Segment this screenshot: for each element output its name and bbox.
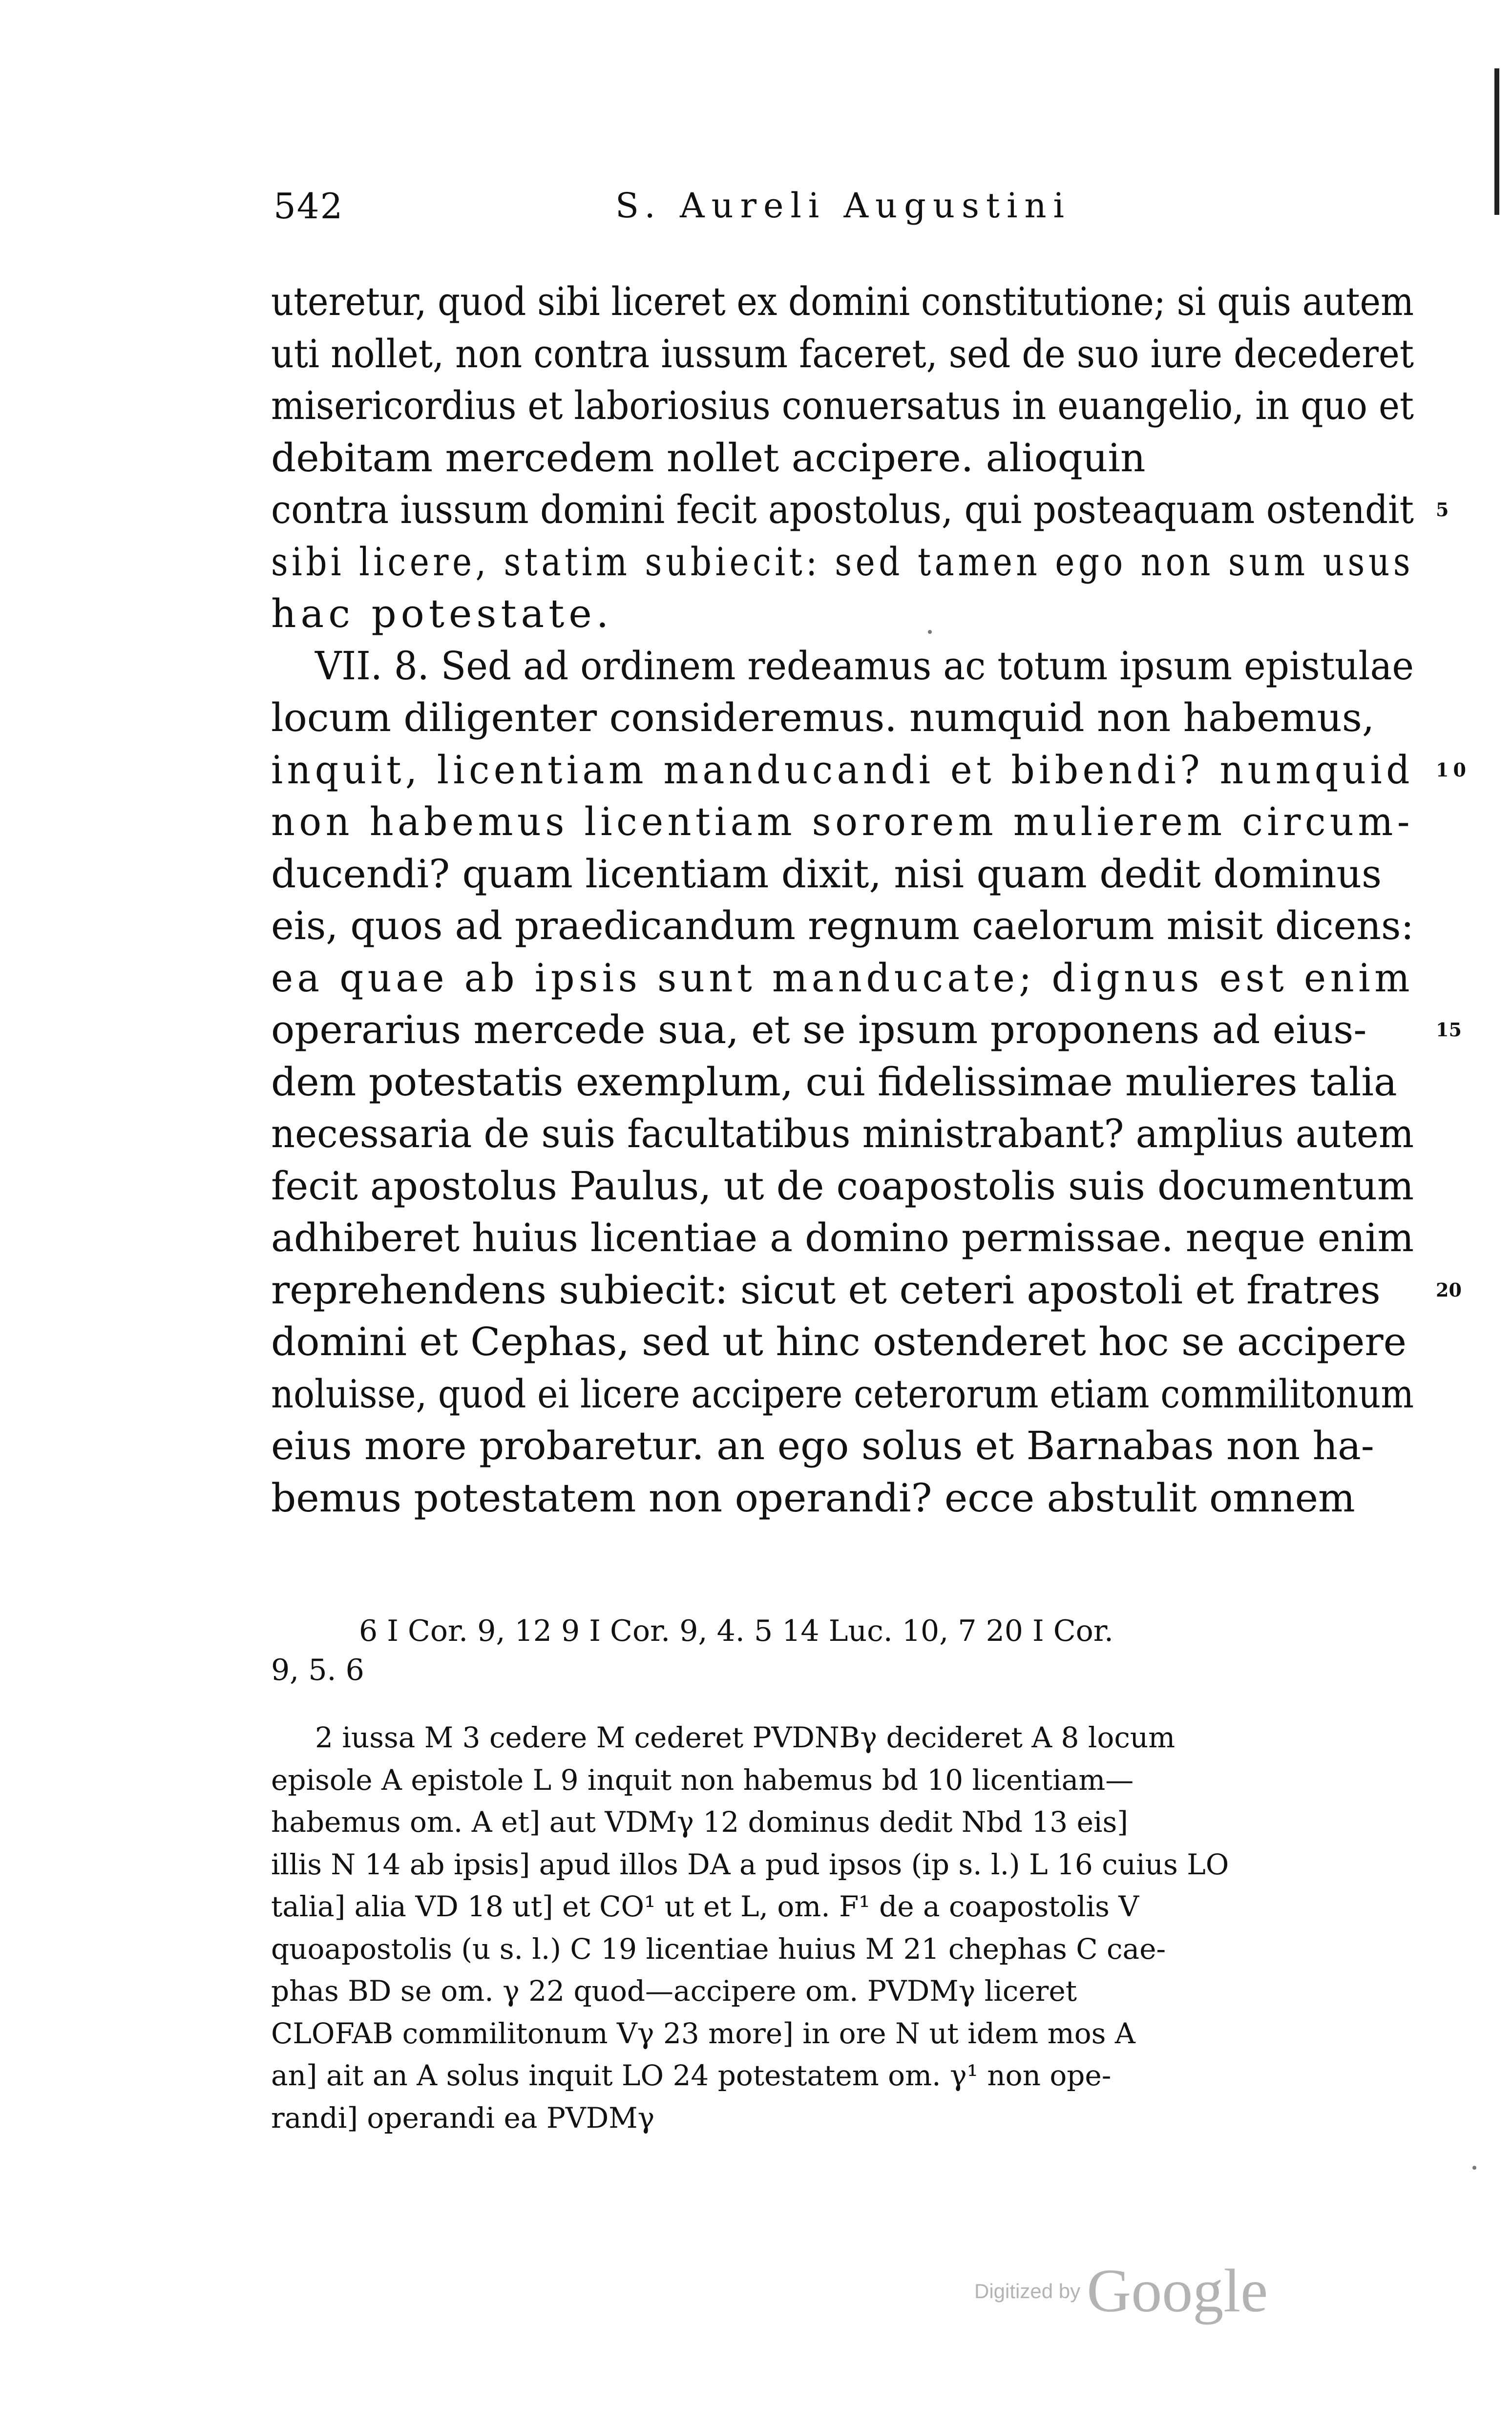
line-number: 20 [1436, 1278, 1462, 1301]
apparatus-line: talia] alia VD 18 ut] et CO¹ ut et L, om. F¹ de a coapostolis V [271, 1890, 1139, 1923]
text-line: operarius mercede sua, et se ipsum proponens ad eius- 15 [271, 1004, 1414, 1056]
reference-line: 6 I Cor. 9, 12 9 I Cor. 9, 4. 5 14 Luc. 10, 7 20 I Cor. [359, 1614, 1113, 1648]
text-line: hac potestate. [271, 591, 613, 636]
text-line: VII. 8. Sed ad ordinem redeamus ac totum ipsum epistulae [315, 643, 1414, 689]
text-line: non habemus licentiam sororem mulierem circum- [271, 799, 1414, 844]
text-line: sibi licere, statim subiecit: sed tamen ego non sum usus [271, 539, 1414, 585]
critical-apparatus [271, 1717, 1414, 2139]
text-line: reprehendens subiecit: sicut et ceteri apostoli et fratres 20 [271, 1264, 1414, 1317]
text-line: misericordius et laboriosius conuersatus in euangelio, in quo et [271, 383, 1414, 428]
line-number: 5 [1436, 499, 1449, 521]
apparatus-line: an] ait an A solus inquit LO 24 potestatem om. γ¹ non ope- [271, 2059, 1112, 2092]
text-line: domini et Cephas, sed ut hinc ostenderet hoc se accipere [271, 1319, 1407, 1364]
print-speck [1472, 2166, 1476, 2170]
digitized-watermark [974, 2256, 1268, 2326]
text-line: contra iussum domini fecit apostolus, qui posteaquam ostendit 5 [271, 484, 1414, 536]
text-line: adhiberet huius licentiae a domino permissae. neque enim [271, 1215, 1414, 1260]
text-line: noluisse, quod ei licere accipere ceterorum etiam commilitonum [271, 1371, 1414, 1417]
digitized-by-text: Digitized by [974, 2280, 1081, 2303]
text-line: ducendi? quam licentiam dixit, nisi quam dedit dominus [271, 851, 1382, 897]
scripture-references [271, 1612, 1414, 1690]
apparatus-line: phas BD se om. γ 22 quod—accipere om. PVDMγ liceret [271, 1974, 1077, 2008]
text-line: uti nollet, non contra iussum faceret, sed de suo iure decederet [271, 331, 1414, 377]
text-line: ea quae ab ipsis sunt manducate; dignus est enim [271, 955, 1414, 1001]
text-line: dem potestatis exemplum, cui fidelissimae mulieres talia [271, 1059, 1397, 1105]
apparatus-line: episole A epistole L 9 inquit non habemus bd 10 licentiam— [271, 1763, 1134, 1797]
google-logo: Google [1087, 2257, 1268, 2325]
apparatus-line: quoapostolis (u s. l.) C 19 licentiae huius M 21 chephas C cae- [271, 1932, 1166, 1966]
apparatus-line: CLOFAB commilitonum Vγ 23 more] in ore N ut idem mos A [271, 2016, 1135, 2050]
apparatus-line: habemus om. A et] aut VDMγ 12 dominus dedit Nbd 13 eis] [271, 1805, 1128, 1839]
text-line: uteretur, quod sibi liceret ex domini constitutione; si quis autem [271, 279, 1414, 324]
reference-line: 9, 5. 6 [271, 1653, 364, 1687]
text-line: eis, quos ad praedicandum regnum caelorum misit dicens: [271, 903, 1414, 948]
page-header [273, 186, 1192, 234]
apparatus-line: 2 iussa M 3 cedere M cederet PVDNBγ decideret A 8 locum [315, 1721, 1176, 1754]
page-edge-bar [1494, 68, 1499, 215]
main-text [271, 276, 1470, 1524]
apparatus-line: illis N 14 ab ipsis] apud illos DA a pud ipsos (ip s. l.) L 16 cuius LO [271, 1847, 1229, 1881]
line-number: 15 [1436, 1019, 1462, 1041]
text-line: debitam mercedem nollet accipere. alioquin [271, 435, 1146, 481]
text-line: necessaria de suis facultatibus ministrabant? amplius autem [271, 1111, 1414, 1156]
line-number: 10 [1436, 758, 1470, 781]
text-line: inquit, licentiam manducandi et bibendi? numquid 10 [271, 744, 1414, 796]
running-head: S. Aureli Augustini [615, 186, 1071, 226]
text-line: fecit apostolus Paulus, ut de coapostolis suis documentum [271, 1163, 1414, 1209]
text-line: locum diligenter consideremus. numquid non habemus, [271, 695, 1375, 740]
apparatus-line: randi] operandi ea PVDMγ [271, 2101, 655, 2135]
text-line: eius more probaretur. an ego solus et Barnabas non ha- [271, 1423, 1374, 1468]
page-number: 542 [273, 186, 344, 227]
text-line: bemus potestatem non operandi? ecce abstulit omnem [271, 1475, 1355, 1521]
